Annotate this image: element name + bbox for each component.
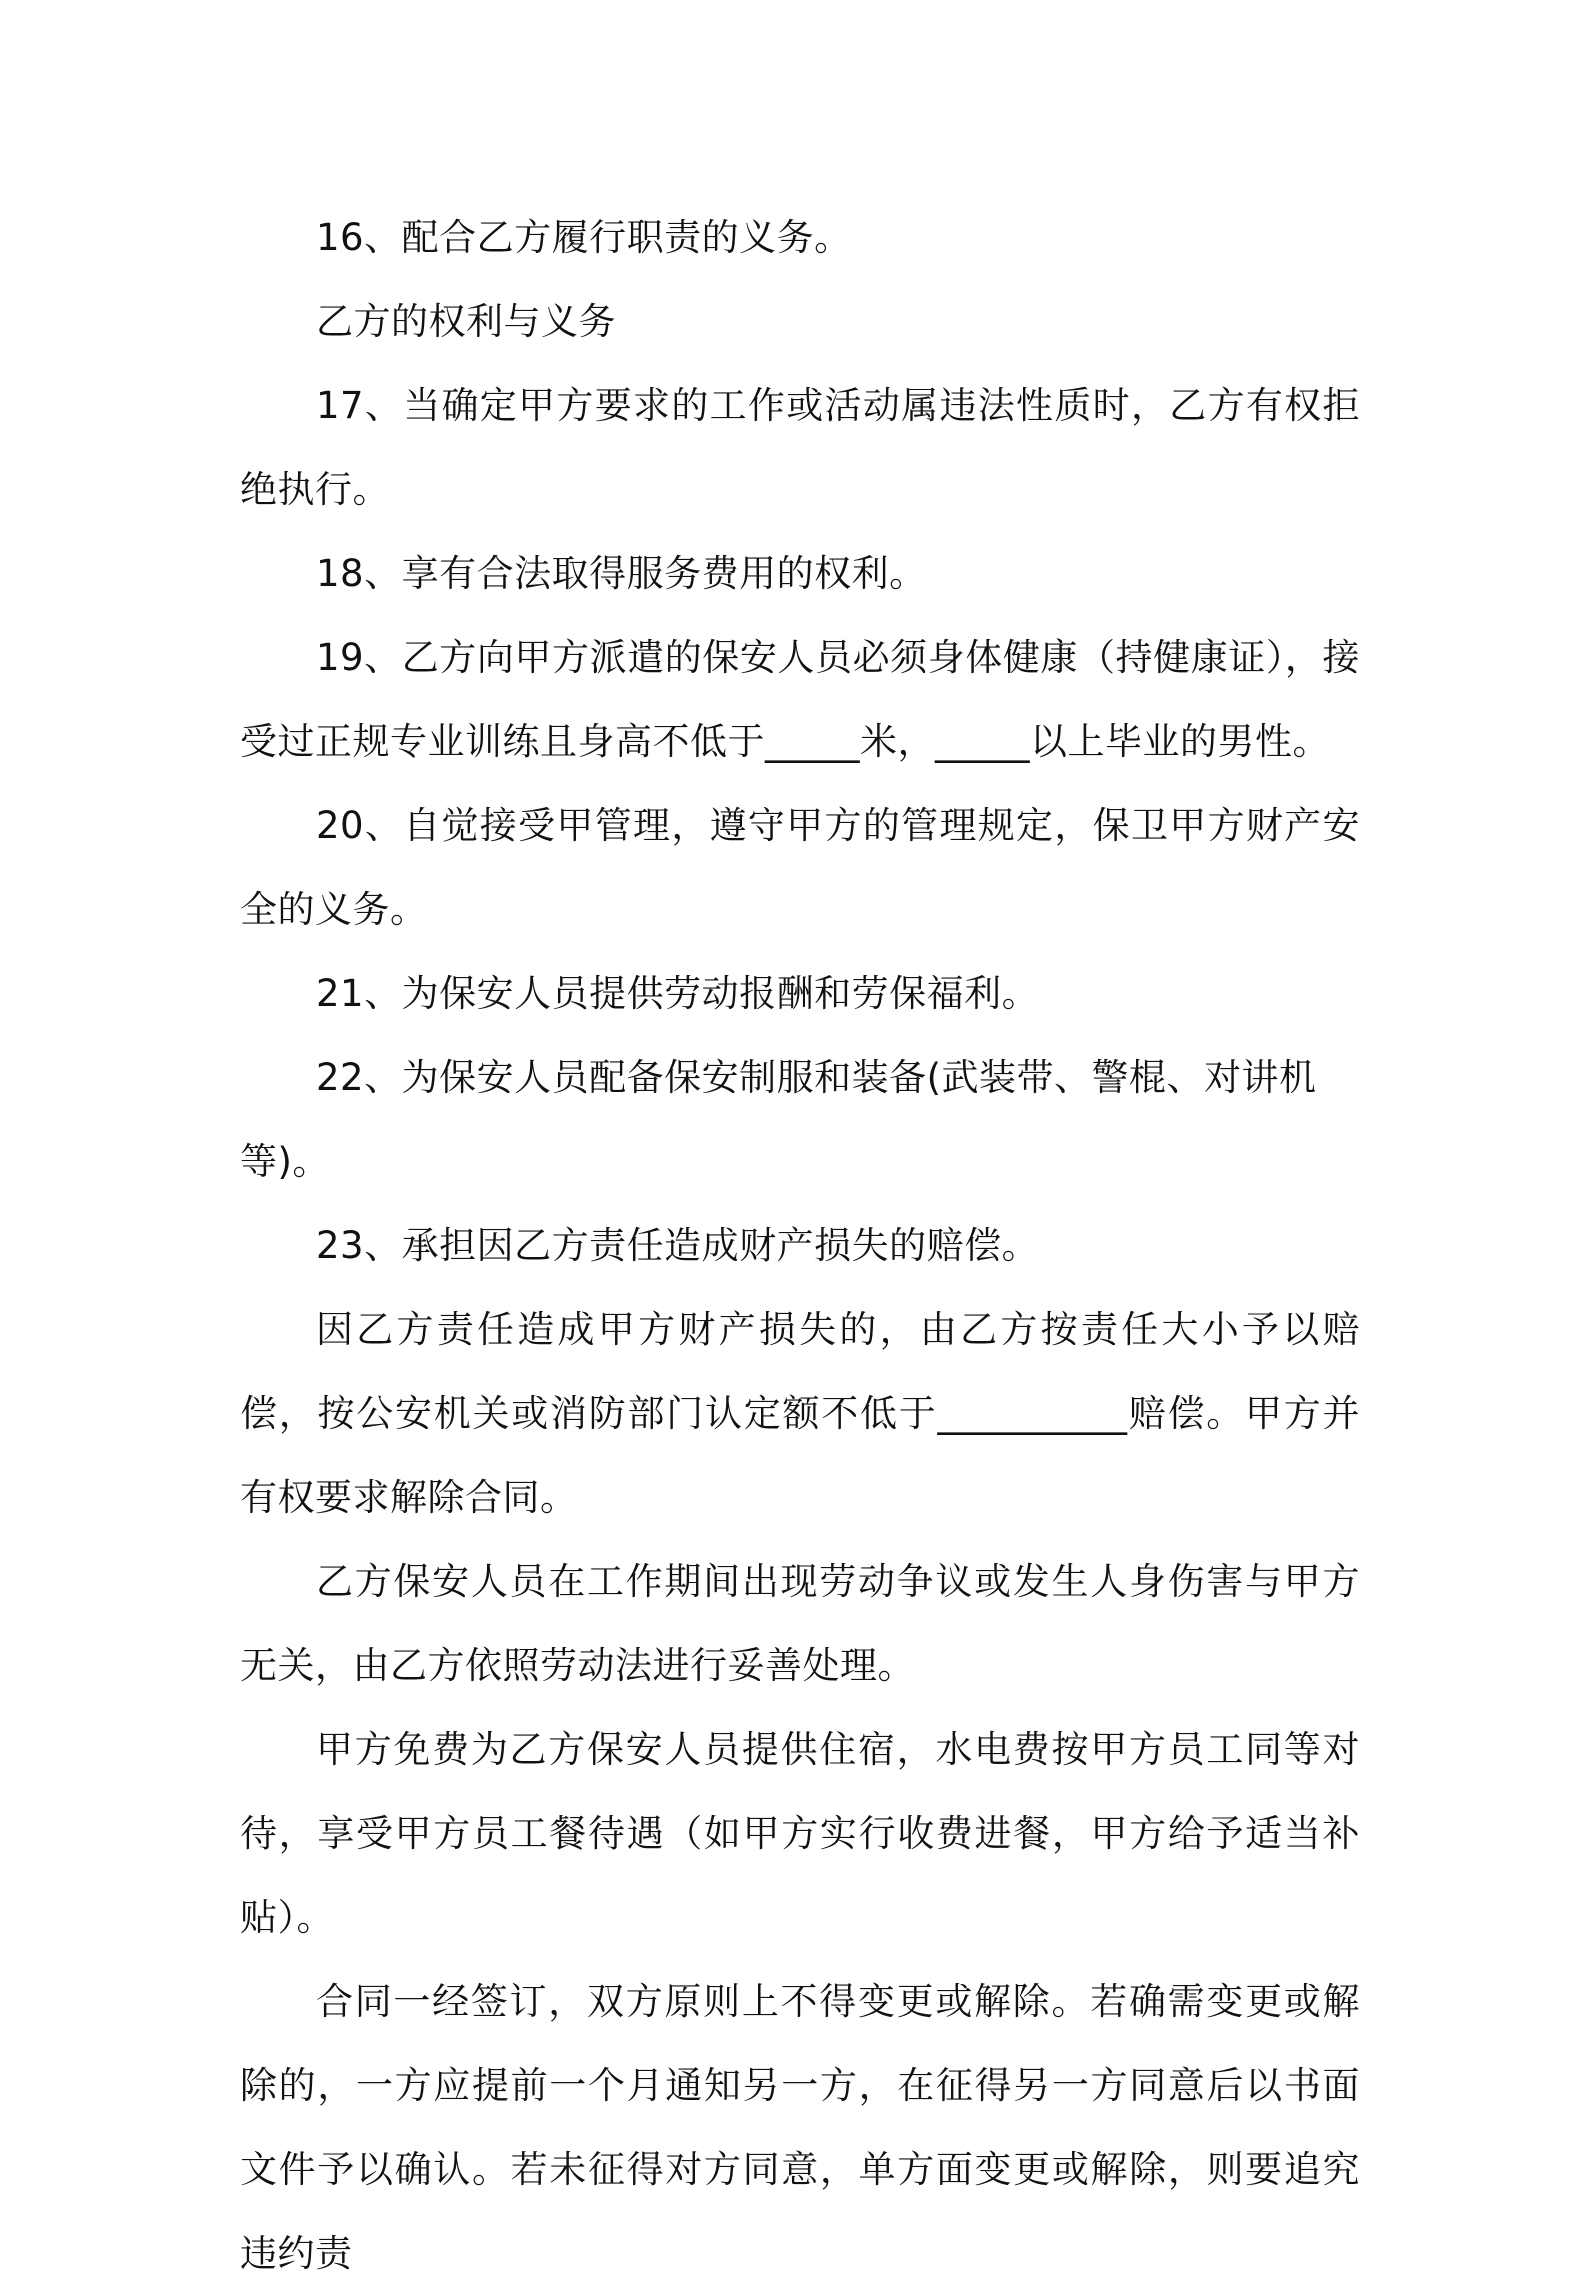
paragraph-contract-change: 合同一经签订，双方原则上不得变更或解除。若确需变更或解除的，一方应提前一个月通知另一方，在征得另一方同意后以书面文件予以确认。若未征得对方同意，单方面变更或解除，则要追究违约责 xyxy=(240,1980,1360,2275)
document-body xyxy=(240,196,1360,2296)
paragraph-accommodation: 甲方免费为乙方保安人员提供住宿，水电费按甲方员工同等对待，享受甲方员工餐待遇（如甲方实行收费进餐，甲方给予适当补贴）。 xyxy=(240,1728,1360,1939)
paragraph-23: 23、承担因乙方责任造成财产损失的赔偿。 xyxy=(316,1224,1040,1267)
paragraph-labor-dispute: 乙方保安人员在工作期间出现劳动争议或发生人身伤害与甲方无关，由乙方依照劳动法进行妥善处理。 xyxy=(240,1560,1360,1687)
section-heading-party-b-rights: 乙方的权利与义务 xyxy=(316,300,616,343)
paragraph-17: 17、当确定甲方要求的工作或活动属违法性质时，乙方有权拒绝执行。 xyxy=(240,384,1360,511)
paragraph-21: 21、为保安人员提供劳动报酬和劳保福利。 xyxy=(316,972,1040,1015)
paragraph-20: 20、自觉接受甲管理，遵守甲方的管理规定，保卫甲方财产安全的义务。 xyxy=(240,804,1360,931)
paragraph-19: 19、乙方向甲方派遣的保安人员必须身体健康（持健康证），接受过正规专业训练且身高不低于_____米，_____以上毕业的男性。 xyxy=(240,636,1360,763)
paragraph-18: 18、享有合法取得服务费用的权利。 xyxy=(316,552,927,595)
paragraph-22: 22、为保安人员配备保安制服和装备(武装带、警棍、对讲机等)。 xyxy=(240,1056,1317,1183)
paragraph-16: 16、配合乙方履行职责的义务。 xyxy=(316,216,852,259)
paragraph-compensation: 因乙方责任造成甲方财产损失的，由乙方按责任大小予以赔偿，按公安机关或消防部门认定额不低于__________赔偿。甲方并有权要求解除合同。 xyxy=(240,1308,1360,1519)
